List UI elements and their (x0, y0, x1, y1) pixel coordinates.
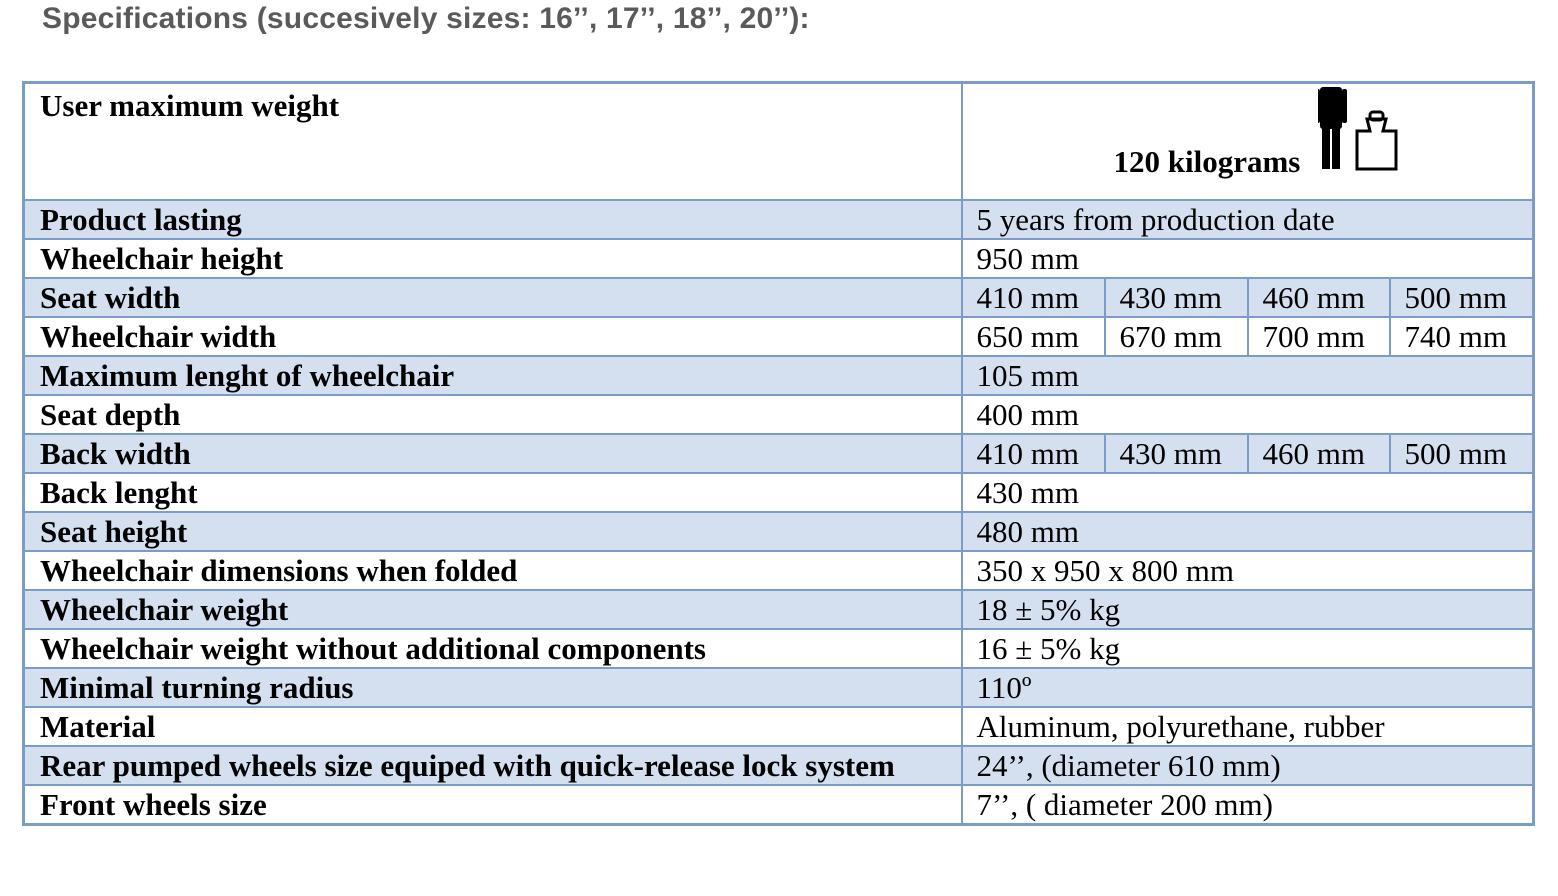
spec-value-cell (962, 83, 1534, 201)
table-row (24, 278, 1534, 317)
spec-value: 700 mm (1248, 317, 1390, 356)
spec-value: 350 x 950 x 800 mm (962, 551, 1534, 590)
spec-value: Aluminum, polyurethane, rubber (962, 707, 1534, 746)
spec-value: 430 mm (1105, 434, 1248, 473)
spec-value: 500 mm (1390, 278, 1534, 317)
spec-value: 410 mm (962, 434, 1105, 473)
spec-label: Wheelchair height (24, 239, 962, 278)
spec-label: Back lenght (24, 473, 962, 512)
spec-value: 16 ± 5% kg (962, 629, 1534, 668)
spec-label: Wheelchair width (24, 317, 962, 356)
spec-value: 460 mm (1248, 434, 1390, 473)
table-row (24, 746, 1534, 785)
spec-value: 18 ± 5% kg (962, 590, 1534, 629)
spec-value: 950 mm (962, 239, 1534, 278)
table-row (24, 356, 1534, 395)
person-with-weight-icon (1318, 83, 1408, 188)
spec-label: Front wheels size (24, 785, 962, 825)
table-row (24, 317, 1534, 356)
table-row (24, 629, 1534, 668)
spec-value: 400 mm (962, 395, 1534, 434)
spec-value: 460 mm (1248, 278, 1390, 317)
table-row (24, 473, 1534, 512)
spec-label: Seat width (24, 278, 962, 317)
spec-value: 430 mm (962, 473, 1534, 512)
spec-value: 110º (962, 668, 1534, 707)
spec-label: Seat depth (24, 395, 962, 434)
spec-value: 480 mm (962, 512, 1534, 551)
spec-label: Wheelchair weight (24, 590, 962, 629)
spec-value: 105 mm (962, 356, 1534, 395)
spec-label: User maximum weight (24, 83, 962, 201)
spec-value: 7’’, ( diameter 200 mm) (962, 785, 1534, 825)
spec-label: Back width (24, 434, 962, 473)
table-row (24, 590, 1534, 629)
table-row (24, 434, 1534, 473)
spec-label: Material (24, 707, 962, 746)
spec-label: Wheelchair weight without additional components (24, 629, 962, 668)
table-row (24, 512, 1534, 551)
specifications-table (22, 81, 1535, 826)
spec-value: 650 mm (962, 317, 1105, 356)
spec-value: 120 kilograms (1113, 144, 1301, 179)
table-row (24, 239, 1534, 278)
spec-value: 740 mm (1390, 317, 1534, 356)
spec-label: Wheelchair dimensions when folded (24, 551, 962, 590)
spec-label: Seat height (24, 512, 962, 551)
table-row (24, 395, 1534, 434)
spec-value: 24’’, (diameter 610 mm) (962, 746, 1534, 785)
table-row (24, 668, 1534, 707)
table-row (24, 707, 1534, 746)
spec-value: 500 mm (1390, 434, 1534, 473)
spec-value: 430 mm (1105, 278, 1248, 317)
spec-label: Rear pumped wheels size equiped with quick-release lock system (24, 746, 962, 785)
table-row (24, 83, 1534, 201)
spec-value: 670 mm (1105, 317, 1248, 356)
table-row (24, 551, 1534, 590)
spec-value: 5 years from production date (962, 200, 1534, 239)
table-row (24, 200, 1534, 239)
spec-label: Product lasting (24, 200, 962, 239)
spec-value: 410 mm (962, 278, 1105, 317)
page-heading: Specifications (succesively sizes: 16’’, 17’’, 18’’, 20’’): (42, 2, 810, 35)
spec-label: Maximum lenght of wheelchair (24, 356, 962, 395)
table-row (24, 785, 1534, 825)
spec-label: Minimal turning radius (24, 668, 962, 707)
